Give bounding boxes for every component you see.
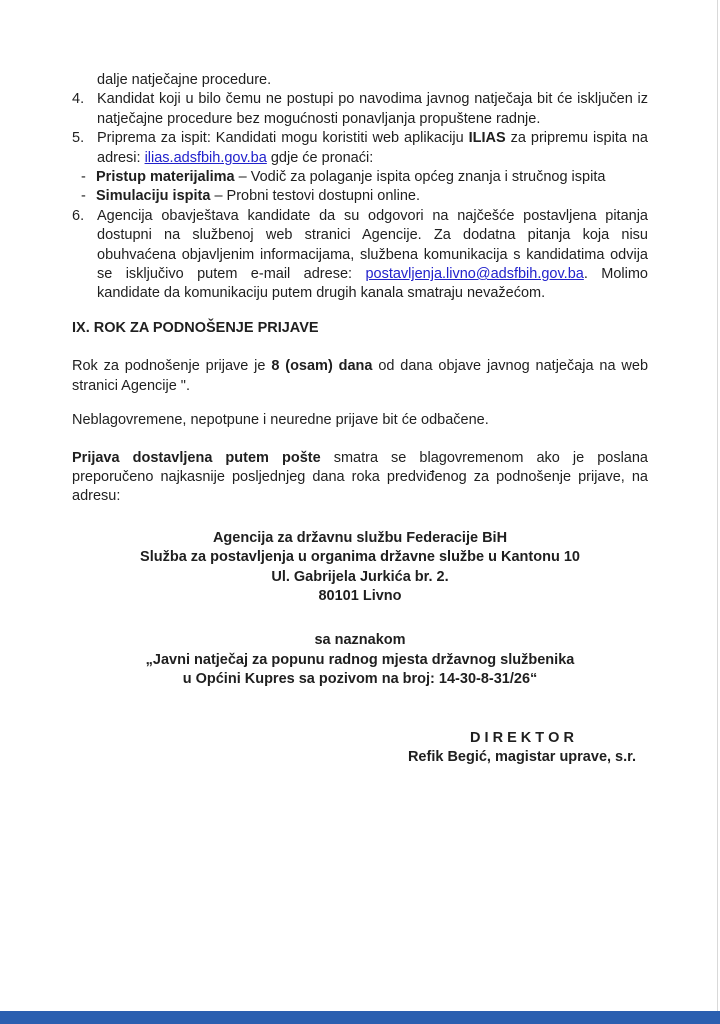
signature-block (372, 729, 672, 768)
bottom-blue-bar (0, 1011, 720, 1024)
email-link[interactable]: postavljenja.livno@adsfbih.gov.ba (365, 266, 584, 283)
sub-item-text (96, 187, 648, 206)
page-right-border (717, 0, 718, 1024)
item-number: 5. (72, 130, 85, 147)
numbered-item-6 (72, 207, 648, 304)
address-block (72, 529, 648, 607)
continuation-line: dalje natječajne procedure. (97, 72, 272, 88)
section-heading: IX. ROK ZA PODNOŠENJE PRIJAVE (72, 319, 319, 336)
item-number: 6. (72, 207, 85, 224)
sub-item-text (96, 168, 648, 187)
bold-text-run: 8 (osam) dana (271, 358, 373, 375)
text-run: – Probni testovi dostupni online. (210, 188, 420, 205)
document-content (72, 71, 648, 767)
item-text (97, 129, 648, 168)
sub-item-materials (81, 168, 648, 187)
text-run: smatra se blagovremenom ako je poslana preporučeno najkasnije posljednjeg dana roka predviđenog za podnošenje prijave, na adresu: (72, 449, 648, 505)
item-number: 4. (72, 91, 85, 108)
director-name: Refik Begić, magistar uprave, s.r. (407, 748, 637, 765)
item-text (97, 207, 648, 304)
dash-bullet: - (81, 188, 86, 205)
director-title: D I R E K T O R (470, 729, 574, 746)
numbered-item-4 (72, 90, 648, 129)
bold-text-run: Pristup materijalima (96, 169, 235, 186)
text-run: Agencija obavještava kandidate da su odgovori na najčešće postavljena pitanja dostupni na službenoj web stranici Agencije. Za dodatna pitanja koja nisu obuhvaćena objavljenim informacijama, službena komunikacija s kandidatima odvija se isključivo putem e-mail adrese: (97, 207, 648, 283)
text-run: Kandidat koji u bilo čemu ne postupi po navodima javnog natječaja bit će isključen iz natječajne procedure bez mogućnosti ponavljanja propuštene radnje. (97, 91, 648, 127)
text-run: od dana objave javnog natječaja na web stranici Agencije ". (72, 358, 649, 394)
address-org-department: Služba za postavljenja u organima državne službe u Kantonu 10 (140, 549, 580, 566)
text-run: – Vodič za polaganje ispita općeg znanja i stručnog ispita (234, 169, 606, 186)
annotation-line-2: u Općini Kupres sa pozivom na broj: 14-30-8-31/26“ (182, 671, 538, 688)
numbered-item-5 (72, 129, 648, 168)
text-run: Priprema za ispit: Kandidati mogu koristiti web aplikaciju (97, 130, 469, 147)
dash-bullet: - (81, 169, 86, 186)
text-run: . Molimo kandidate da komunikaciju putem drugih kanala smatraju nevažećom. (97, 266, 648, 302)
address-org-name: Agencija za državnu službu Federacije BiH (212, 529, 508, 546)
text-run: Rok za podnošenje prijave je (72, 358, 272, 375)
sub-item-simulation (81, 187, 648, 206)
address-street: Ul. Gabrijela Jurkića br. 2. (271, 568, 449, 585)
bold-text-run: ILIAS (468, 130, 506, 147)
deadline-paragraph (72, 357, 648, 396)
text-run: gdje će pronaći: (266, 149, 374, 166)
bold-text-run: Prijava dostavljena putem pošte (72, 449, 321, 466)
ilias-link[interactable]: ilias.adsfbih.gov.ba (144, 149, 267, 166)
annotation-intro: sa naznakom (314, 632, 406, 649)
bold-text-run: Simulaciju ispita (96, 188, 211, 205)
address-postal-city: 80101 Livno (318, 587, 402, 604)
item-text (97, 90, 648, 129)
annotation-block (72, 631, 648, 689)
mail-paragraph (72, 449, 648, 507)
text-run: Neblagovremene, nepotpune i neuredne prijave bit će odbačene. (72, 412, 489, 429)
rejection-paragraph (72, 411, 648, 430)
annotation-line-1: „Javni natječaj za popunu radnog mjesta državnog službenika (145, 651, 575, 668)
text-run: za pripremu ispita na adresi: (97, 130, 648, 166)
